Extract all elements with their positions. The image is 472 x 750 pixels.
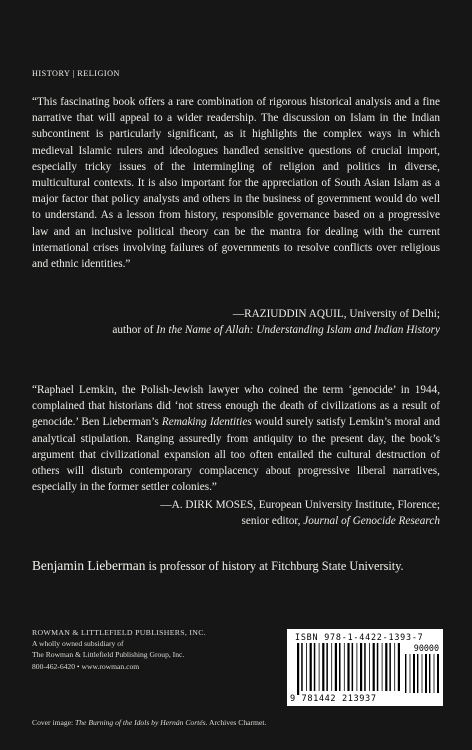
barcode-addon-bar: [434, 654, 435, 693]
attribution-2-line-2: [32, 513, 440, 529]
publisher-name: ROWMAN & LITTLEFIELD PUBLISHERS, INC.: [32, 628, 206, 637]
attribution-2-affiliation: , European University Institute, Florence;: [253, 499, 440, 511]
barcode-bar: [394, 643, 395, 691]
barcode-bar: [314, 643, 316, 691]
attribution-1-affiliation: , University of Delhi;: [343, 308, 440, 320]
barcode-bar: [360, 643, 362, 691]
ean-digits: 9 781442 213937: [290, 694, 377, 704]
barcode-bar: [398, 643, 400, 691]
barcode-bar: [310, 643, 312, 691]
author-bio: [32, 557, 442, 575]
endorsement-quote-1: [32, 94, 440, 272]
barcode-addon-bar: [437, 654, 439, 693]
attribution-1-book-title: In the Name of Allah: Understanding Islam and Indian History: [156, 324, 440, 337]
author-name: Benjamin Lieberman: [32, 558, 146, 573]
barcode-bar: [352, 643, 354, 691]
barcode-bar: [347, 643, 349, 691]
barcode-bar: [369, 643, 370, 691]
barcode-addon-bar: [417, 654, 418, 693]
endorsement-quote-2: [32, 382, 440, 495]
quote-2-part-1: “Raphael Lemkin, the Polish-Jewish lawyer who coined the term ‘genocide’ in 1944, complained that historians did ‘not stress enough the death of civilizations as a result of genocide.’ Ben Lieberman’s: [32, 384, 440, 429]
price-code: 90000: [413, 643, 439, 653]
barcode-bar: [382, 643, 383, 691]
barcode-addon-bar: [422, 654, 423, 693]
isbn-number: ISBN 978-1-4422-1393-7: [295, 632, 424, 642]
barcode-bar: [357, 643, 358, 691]
barcode-bar: [322, 643, 324, 691]
attribution-2-role: senior editor,: [241, 515, 304, 528]
endorsement-2-attribution: [32, 497, 440, 529]
barcode-addon-bar: [429, 654, 430, 693]
attribution-1-line-2: [32, 322, 440, 338]
barcode-bar: [319, 643, 320, 691]
barcode-bar: [335, 643, 337, 691]
quote-2-book-title: Remaking Identities: [161, 416, 252, 429]
barcode-bar: [385, 643, 387, 691]
barcode-addon-bar: [425, 654, 427, 693]
author-bio-text: is professor of history at Fitchburg State University.: [145, 559, 404, 573]
cover-credit-prefix: Cover image:: [32, 718, 76, 727]
attribution-2-line-1: [32, 497, 440, 513]
isbn-barcode: [287, 629, 443, 706]
barcode-bar: [339, 643, 341, 691]
cover-image-credit: [32, 718, 452, 727]
barcode-bar: [373, 643, 375, 691]
barcode-bar: [306, 643, 307, 691]
barcode-addon-bar: [413, 654, 415, 693]
attribution-1-line-1: [32, 306, 440, 322]
attribution-2-journal: Journal of Genocide Research: [303, 515, 440, 528]
barcode-addon-bar: [405, 654, 406, 693]
endorsement-1-attribution: [32, 306, 440, 338]
barcode-bar: [389, 643, 391, 691]
quote-2-part-2: would surely satisfy Lemkin’s moral and analytical stipulation. Ranging assuredly from antiquity to the present day, the book’s argument that civilizational expansion all too often entailed the cultural destruction of others will disturb contemporary complacency about progressive liberal narratives, especially in the former settler colonies.”: [32, 416, 440, 494]
barcode-bar: [364, 643, 366, 691]
publisher-contact: 800-462-6420 • www.rowman.com: [32, 661, 140, 671]
category-label: HISTORY | RELIGION: [32, 69, 120, 78]
barcode-bar: [297, 643, 299, 695]
barcode-addon-bar: [410, 654, 411, 693]
barcode-bar: [301, 643, 303, 691]
barcode-bar: [331, 643, 332, 691]
cover-credit-title: The Burning of the Idols by Hernán Cortés.: [75, 718, 208, 727]
cover-credit-suffix: Archives Charmet.: [207, 718, 267, 727]
barcode-bar: [344, 643, 345, 691]
attribution-1-author: —RAZIUDDIN AQUIL: [232, 308, 344, 320]
publisher-line-2: A wholly owned subsidiary of: [32, 639, 124, 649]
attribution-2-author: —A. DIRK MOSES: [160, 499, 254, 511]
publisher-info: [32, 627, 272, 672]
barcode-bar: [326, 643, 328, 691]
barcode-bar: [377, 643, 379, 691]
publisher-line-3: The Rowman & Littlefield Publishing Group, Inc.: [32, 650, 185, 660]
quote-1-text: “This fascinating book offers a rare combination of rigorous historical analysis and a fine narrative that will appeal to a wider readership. The discussion on Islam in the Indian subcontinent is particularly significant, as it highlights the complex ways in which medieval Islamic rulers and ideologues handled sensitive questions of crucial import, especially tricky issues of the intermingling of religion and politics in diverse, multicultural contexts. It is also important for the appreciation of South Asian Islam as a major factor that policy analysts and others in the business of government would do well to understand. As a lesson from history, responsible governance based on a progressive law and an inclusive political theory can be the mantra for dealing with the current international crises involving failures of governments to resolve conflicts over religious and ethnic identities.”: [32, 96, 440, 271]
attribution-1-role: author of: [112, 324, 157, 337]
